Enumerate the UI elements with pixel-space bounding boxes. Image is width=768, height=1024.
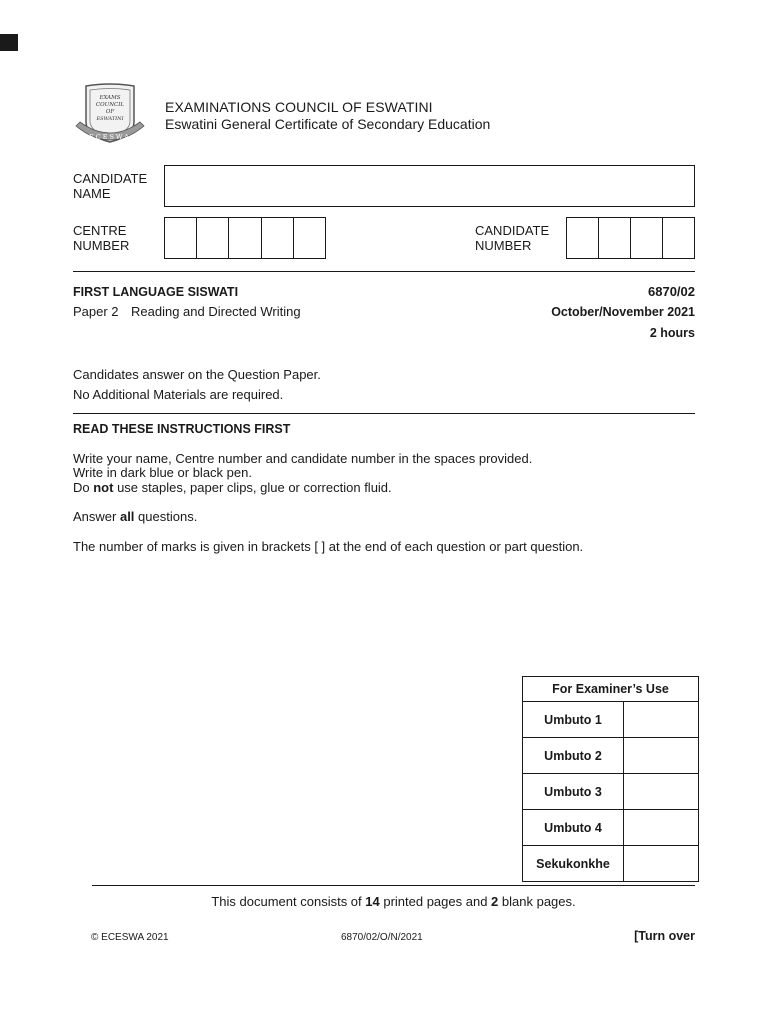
materials-line-2: No Additional Materials are required. <box>73 387 284 402</box>
footer-divider <box>92 885 695 886</box>
logo-text-4: ESWATINI <box>96 116 124 122</box>
centre-digit-box[interactable] <box>262 218 294 258</box>
candidate-digit-box[interactable] <box>631 218 663 258</box>
question-label: Umbuto 3 <box>523 774 624 810</box>
candidate-number-label: CANDIDATE NUMBER <box>475 223 550 253</box>
logo-text-2: COUNCIL <box>95 102 125 108</box>
instructions-heading: READ THESE INSTRUCTIONS FIRST <box>73 422 291 436</box>
centre-digit-box[interactable] <box>165 218 197 258</box>
subject-title: FIRST LANGUAGE SISWATI <box>73 285 239 299</box>
centre-digit-box[interactable] <box>197 218 229 258</box>
instruction-line-5: The number of marks is given in brackets [ ] at the end of each question or part question. <box>73 539 584 554</box>
certificate-name: Eswatini General Certificate of Secondary Education <box>165 116 491 132</box>
instruction-line-3: Do not use staples, paper clips, glue or correction fluid. <box>73 480 392 495</box>
centre-number-field[interactable] <box>164 217 326 259</box>
instruction-line-2: Write in dark blue or black pen. <box>73 465 252 480</box>
examiners-use-heading: For Examiner’s Use <box>523 677 699 702</box>
question-label: Umbuto 2 <box>523 738 624 774</box>
organization-name: EXAMINATIONS COUNCIL OF ESWATINI <box>165 99 433 115</box>
examiners-use-table <box>522 676 699 882</box>
divider <box>73 413 695 414</box>
exam-session: October/November 2021 <box>551 305 695 319</box>
mark-cell[interactable] <box>624 738 699 774</box>
question-label: Umbuto 4 <box>523 810 624 846</box>
mark-cell[interactable] <box>624 702 699 738</box>
centre-digit-box[interactable] <box>229 218 261 258</box>
candidate-name-label: CANDIDATE NAME <box>73 171 148 201</box>
copyright: © ECESWA 2021 <box>91 932 169 943</box>
centre-number-label: CENTRE NUMBER <box>73 223 130 253</box>
registration-mark <box>0 34 18 51</box>
paper-reference: 6870/02/O/N/2021 <box>341 932 423 943</box>
candidate-number-field[interactable] <box>566 217 695 259</box>
question-label: Umbuto 1 <box>523 702 624 738</box>
logo-text-3: OF <box>105 109 115 115</box>
paper-code: 6870/02 <box>648 284 695 299</box>
logo-text-1: EXAMS <box>99 95 121 101</box>
mark-cell[interactable] <box>624 774 699 810</box>
page-count-statement: This document consists of 14 printed pages and 2 blank pages. <box>211 894 576 909</box>
mark-cell[interactable] <box>624 810 699 846</box>
logo-banner-text: ECESWA <box>89 133 131 141</box>
total-label: Sekukonkhe <box>523 846 624 882</box>
candidate-digit-box[interactable] <box>599 218 631 258</box>
candidate-digit-box[interactable] <box>567 218 599 258</box>
divider <box>73 271 695 272</box>
exam-duration: 2 hours <box>649 326 695 340</box>
candidate-digit-box[interactable] <box>663 218 694 258</box>
materials-line-1: Candidates answer on the Question Paper. <box>73 367 321 382</box>
eceswa-crest-logo <box>74 82 146 150</box>
instruction-line-1: Write your name, Centre number and candidate number in the spaces provided. <box>73 451 533 466</box>
paper-number: Paper 2 <box>73 304 119 319</box>
candidate-name-field[interactable] <box>164 165 695 207</box>
instruction-line-4: Answer all questions. <box>73 509 198 524</box>
paper-title: Reading and Directed Writing <box>131 304 301 319</box>
turn-over: [Turn over <box>634 929 695 943</box>
centre-digit-box[interactable] <box>294 218 325 258</box>
total-mark-cell[interactable] <box>624 846 699 882</box>
